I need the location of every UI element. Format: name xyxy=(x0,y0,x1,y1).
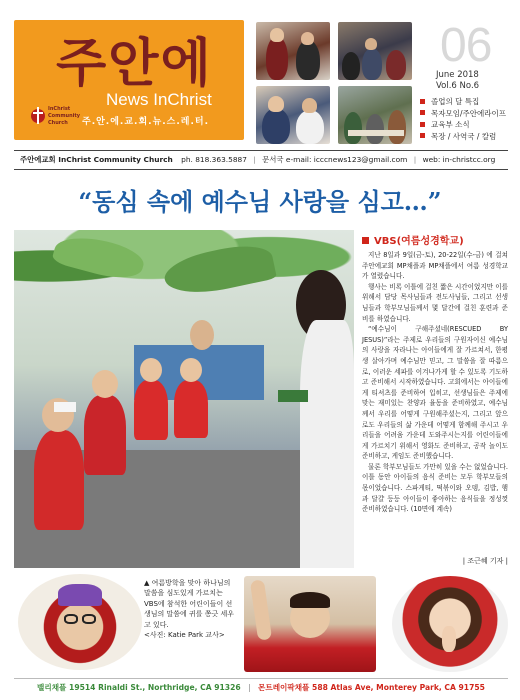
toc-item[interactable]: 졸업의 달 특집 xyxy=(420,96,506,108)
church-phone: ph. 818.363.5887 xyxy=(181,155,247,164)
bullet-square-icon xyxy=(420,122,425,127)
bullet-square-icon xyxy=(420,99,425,104)
article-paragraph: “예수님이 구해주셨네(RESCUED BY JESUS)”라는 주제로 우리들의 구원자이신 예수님의 사랑을 자라나는 아이들에게 잘 가르쳐서, 한평생 살아가며 예수님만 믿고, 그 말씀을 잘 따름으로, 이러운 세파를 이겨나가게 할 수 있도록 기도하고 준비해서 시작하였습니다. 고회에서는 아이들에게 티셔츠를 준비하여 입히고, 선생님들은 주제에 맞는 재미있는 찬양과 율동을 준비하였고, 예수님께서 우리를 어떻게 구원해주셨는지, 그리고 앞으로도 우리들의 삶 가운데 어떻게 함께해 주시고 우리들을 어려움 가운데 도와주시는지를 어린이들에게 가르치기 위해서 영화도 준비하고, 공작 놀이도 준비하고, 게임도 준비했습니다. xyxy=(362,325,508,461)
toc-item[interactable]: 목장 / 사역국 / 칼럼 xyxy=(420,131,506,143)
newsletter-subtitle: News InChrist xyxy=(106,90,212,109)
article-body xyxy=(362,250,508,515)
table-of-contents xyxy=(420,96,506,142)
header-photo-congregation xyxy=(338,22,412,80)
header-photo-pastors xyxy=(256,22,330,80)
headline: “동심 속에 예수님 사랑을 심고…” xyxy=(78,187,442,216)
divider: | xyxy=(413,155,417,164)
photo-girl-praying xyxy=(392,576,508,672)
address-monterey-park-chapel: 몬트레이팍채플 588 Atlas Ave, Monterey Park, CA 91755 xyxy=(258,683,485,692)
contact-bar xyxy=(14,150,508,170)
photo-boy-raising-hand xyxy=(244,576,376,672)
header-photo-fellowship xyxy=(256,86,330,144)
photo-girl-smiling xyxy=(18,574,142,670)
issue-date: June 2018 xyxy=(436,70,479,80)
article-byline: | 조근혜 기자 | xyxy=(462,557,508,565)
church-logo-text: InChrist Community Church xyxy=(48,106,81,126)
caption-text: ▲ 여름방학을 맞아 하나님의 말씀을 심도있게 가르치는 VBS에 참석한 어린이들이 선생님의 말씀에 귀를 쫑긋 세우고 있다. xyxy=(144,579,235,629)
newsletter-title: 주안에 xyxy=(56,33,213,94)
divider: | xyxy=(248,683,251,692)
newsletter-tagline: 주.안.에.교.회.뉴.스.레.터. xyxy=(82,117,210,127)
photo-credit: <사진: Katie Park 교사> xyxy=(144,631,225,640)
toc-item[interactable]: 목자모임/주안에라이프 xyxy=(420,108,506,120)
header-photo-meeting xyxy=(338,86,412,144)
bullet-square-icon xyxy=(420,133,425,138)
article-paragraph: 물론 학부모님들도 가만히 있을 수는 없었습니다. 이틀 동안 아이들의 음식 준비는 모두 학부모들의 몫이었습니다. 스파게티, 떡볶이와 오뎅, 김밥, 햄과 달걀 등등 아이들이 좋아하는 음식들을 정성껏 준비하였습니다. (10면에 계속) xyxy=(362,462,508,514)
church-name: 주안에교회 InChrist Community Church xyxy=(20,155,173,164)
address-valley-chapel: 밸리채플 19514 Rinaldi St., Northridge, CA 91326 xyxy=(37,683,241,692)
church-website[interactable]: web: in-christcc.org xyxy=(422,155,496,164)
issue-volume: Vol.6 No.6 xyxy=(436,81,480,91)
divider: | xyxy=(253,155,256,164)
toc-item[interactable]: 교육부 소식 xyxy=(420,119,506,131)
main-photo-vbs xyxy=(14,230,354,568)
bullet-square-icon xyxy=(362,237,369,244)
issue-number: 06 xyxy=(440,19,492,72)
church-logo-icon xyxy=(30,104,46,126)
masthead xyxy=(14,20,244,140)
article-paragraph: 행사는 비록 이틀에 걸친 짧은 시간이었지만 이를 위해서 담당 목사님들과 전도사님들, 그리고 선생님들과 학부모님들께서 몇 달간에 걸친 훈련과 준비를 하였습니다. xyxy=(362,282,508,323)
footer-addresses xyxy=(14,678,508,696)
bullet-square-icon xyxy=(420,110,425,115)
photo-caption xyxy=(144,578,236,640)
article-title: VBS(여름성경학교) xyxy=(362,232,464,247)
church-email[interactable]: 문서국 e-mail: icccnews123@gmail.com xyxy=(262,155,408,164)
article-paragraph: 지난 8일과 9일(금-토), 20-22일(수-금) 에 걸쳐 주안에교회 MP채플과 MP채플에서 여름 성경학교가 열렸습니다. xyxy=(362,251,508,281)
